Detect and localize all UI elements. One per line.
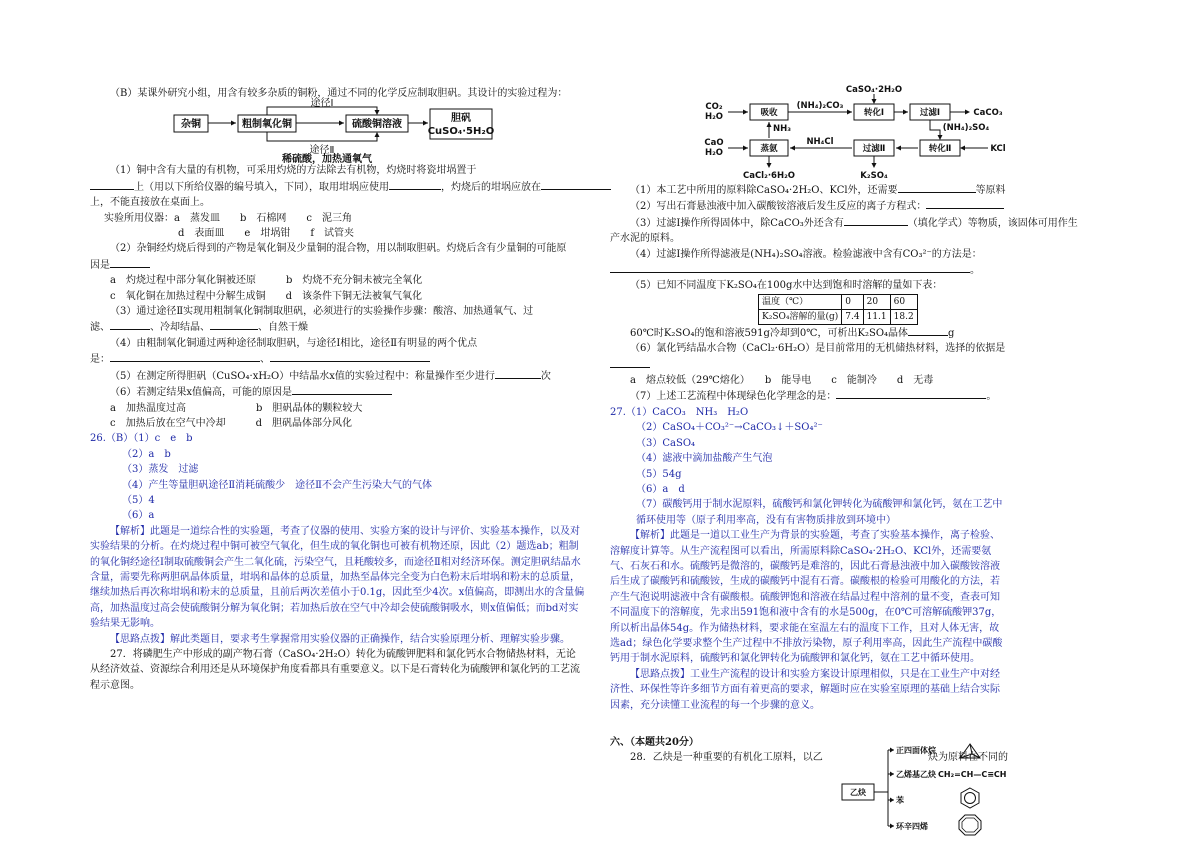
- q26-4-line2: 是： 、: [90, 351, 585, 367]
- copper-flow-diagram: [90, 98, 585, 166]
- q26-3-line1: （3）通过途径Ⅱ实现用粗制氧化铜制取胆矾，必须进行的实验操作步骤：酸溶、加热通氧气、过: [110, 306, 534, 318]
- q26-3-t1: 滤、: [90, 322, 110, 334]
- answer-block-26: [90, 431, 585, 523]
- analysis-26: 【解析】此题是一道综合性的实验题，考查了仪器的使用、实验方案的设计与评价、实验基本操作，以及对实验结果的分析。在灼烧过程中铜可被空气氧化，但生成的氧化铜也可被有机物还原，因此（2）题选ab；粗制的氧化铜经途径Ⅰ制取硫酸铜会产生二氧化硫，污染空气，且耗酸较多，而途径Ⅱ相对经济环保。测定胆矾结晶水含量，需要先称两胆矾晶体质量，坩埚和晶体的总质量，加热至晶体完全变为白色粉末后坩埚和粉末的总质量，继续加热后再次称坩埚和粉末的总质量，且前后两次差值小于0.1g，因此至少4次。x值偏高，即测出水的含量偏高，加热温度过高会使硫酸铜分解为氧化铜；若加热后放在空气中冷却会使硫酸铜吸水，则x值偏低；而bd对实验结果无影响。: [90, 525, 585, 630]
- answer-line: （6）a: [122, 510, 155, 522]
- flow-filter1: 过滤Ⅰ: [919, 108, 941, 118]
- answer-line: （5）54g: [636, 468, 682, 480]
- left-column: [90, 86, 585, 693]
- q26b-intro: （B）某课外研究小组，用含有较多杂质的铜粉，通过不同的化学反应制取胆矾。其设计的实验过程为：: [110, 88, 568, 99]
- q28-area: [610, 746, 1008, 840]
- answer-blank[interactable]: [541, 179, 611, 190]
- q27-4: （4）过滤Ⅰ操作所得滤液是(NH₄)₂SO₄溶液。检验滤液中含有CO₃²⁻的方法是：: [630, 248, 982, 260]
- answer-blank[interactable]: [90, 179, 134, 190]
- flow-filter2: 过滤Ⅱ: [862, 144, 886, 154]
- answer-blank[interactable]: [898, 182, 976, 193]
- table-cell: 18.2: [890, 309, 917, 324]
- q26-5: [90, 368, 585, 384]
- answer-line: （2）a b: [122, 448, 171, 460]
- q26-3-t3: 、自然干燥: [258, 322, 308, 334]
- table-cell: 0: [842, 294, 863, 309]
- answer-blank[interactable]: [836, 388, 986, 399]
- flow-label-vitriol: 胆矾: [451, 113, 471, 125]
- answer-block-27: [610, 405, 1006, 528]
- q26-6-option-cd: c 加热后放在空气中冷却 d 胆矾晶体部分风化: [110, 417, 353, 429]
- flow-caco3: CaCO₃: [973, 108, 1003, 118]
- flow-label-crude-copper: 杂铜: [181, 119, 201, 131]
- flow-cacl2: CaCl₂·6H₂O: [742, 171, 796, 181]
- q26-1-line3: 上，不能直接放在桌面上。: [90, 197, 210, 209]
- flow-top-gypsum: CaSO₄·2H₂O: [845, 85, 903, 95]
- table-cell: 60: [890, 294, 917, 309]
- answer-blank[interactable]: [210, 319, 258, 330]
- answer-blank[interactable]: [610, 357, 650, 368]
- flow-absorb: 吸收: [760, 108, 778, 118]
- flow-ammonium-sulfate: (NH₄)₂SO₄: [942, 123, 990, 133]
- answer-line: （7）碳酸钙用于制水泥原料，硫酸钙和氯化钾转化为硫酸钾和氯化钙，氨在工艺中循环使用等（原子利用率高，没有有害物质排放到环境中）: [636, 499, 1003, 526]
- q26-4-line1: （4）由粗制氧化铜通过两种途径制取胆矾，与途径Ⅰ相比，途径Ⅱ有明显的两个优点: [110, 337, 478, 349]
- flow-label-cuso4: 硫酸铜溶液: [352, 119, 402, 131]
- benzene-shape: [961, 788, 979, 808]
- table-cell: 7.4: [842, 309, 863, 324]
- table-cell: 温度（℃）: [759, 294, 842, 309]
- answer-line: （2）CaSO₄＋CO₃²⁻→CaCO₃↓＋SO₄²⁻: [636, 422, 823, 434]
- q27-6-blank-line: [610, 357, 1006, 373]
- table-cell: 11.1: [863, 309, 890, 324]
- q27-5b-text: 60℃时K₂SO₄的饱和溶液591g冷却到0℃，可析出K₂SO₄晶体: [630, 327, 909, 339]
- flow-steam: 蒸氨: [760, 144, 778, 154]
- answer-line: （5）4: [122, 494, 155, 506]
- answer-line: （6）a d: [636, 483, 685, 495]
- analysis-27: 【解析】此题是一道以工业生产为背景的实验题，考查了实验基本操作，离子检验、溶解度计算等。从生产流程图可以看出，所需原料除CaSO₄·2H₂O、KCl外，还需要氨气、石灰石和水。硫酸钙是微溶的，碳酸钙是难溶的，因此石膏悬浊液中加入碳酸铵溶液后生成了碳酸钙和硫酸铵，生成的碳酸钙中混有石膏。碳酸根的检验可用酸化的方法，若产生气泡说明滤液中含有碳酸根。硫酸钾饱和溶液在结晶过程中溶剂的量不变，查表可知不同温度下的溶解度，先求出591饱和液中含有的水是500g，在0℃可溶解硫酸钾37g，所以析出晶体54g。作为储热材料，要求能在室温左右的温度下工作，且对人体无害，故选ad；绿色化学要求整个生产过程中不排放污染物，原子利用率高，因此生产流程中碳酸钙用于制水泥原料，硫酸钙和氯化钾转化为硫酸钾和氯化钙，氨在工艺中循环使用。: [610, 530, 1003, 665]
- q26-2-option-cd: c 氧化铜在加热过程中分解生成铜 d 该条件下铜无法被氧气氧化: [110, 290, 423, 302]
- q26-5-text: （5）在测定所得胆矾（CuSO₄·xH₂O）中结晶水x值的实验过程中：称量操作至少进行: [110, 370, 495, 382]
- q27-3-end: （填化学式）等物质，该固体可用作生: [907, 217, 1078, 229]
- q26-1-line2-text2: ，灼烧后的坩埚应放在: [441, 181, 541, 193]
- flow-nh4cl: NH₄Cl: [806, 137, 834, 147]
- answer-line: （4）产生等量胆矾途径Ⅱ消耗硫酸少 途径Ⅱ不会产生污染大气的气体: [122, 479, 432, 491]
- q27-1: [610, 182, 1006, 198]
- q26-2-option-ab: a 灼烧过程中部分氧化铜被还原 b 灼烧不充分铜未被完全氧化: [110, 275, 423, 287]
- q26-2-line2: [90, 257, 585, 273]
- answer-line: （4）滤液中滴加盐酸产生气泡: [636, 453, 773, 465]
- q26-3-t2: 、冷却结晶、: [150, 322, 210, 334]
- q27-5b: [610, 325, 1006, 341]
- flow-caption: 稀硫酸，加热通氧气: [282, 154, 372, 166]
- q28-text-b: 炔为原料在不同的: [928, 752, 1008, 764]
- answer-line: （3）CaSO₄: [636, 437, 696, 449]
- instrument-list-2: d 表面皿 e 坩埚钳 f 试管夹: [178, 228, 355, 240]
- flow-label-vitriol-formula: CuSO₄·5H₂O: [427, 126, 495, 138]
- q27-1-end: 等原料: [975, 185, 1006, 196]
- answer-blank[interactable]: [389, 179, 441, 190]
- right-column: [610, 84, 1078, 840]
- answer-blank[interactable]: [495, 368, 541, 379]
- flow-h2o-2: H₂O: [704, 148, 724, 158]
- tip-26: 【思路点拨】解此类题目，要求考生掌握常用实验仪器的正确操作，结合实验原理分析、理解实验步骤。: [110, 633, 570, 645]
- answer-line: 27.（1）CaCO₃ NH₃ H₂O: [610, 406, 749, 418]
- q26-1-line1: （1）铜中含有大量的有机物，可采用灼烧的方法除去有机物，灼烧时将瓷坩埚置于: [110, 165, 477, 177]
- answer-blank[interactable]: [610, 262, 970, 273]
- vinylacetylene-formula: CH₂=CH—C≡CH: [938, 770, 1007, 780]
- answer-blank[interactable]: [844, 215, 908, 226]
- q27-3b: 产水泥的原料。: [610, 233, 680, 245]
- flow-path2: 途径Ⅱ: [309, 145, 335, 157]
- answer-blank[interactable]: [110, 319, 150, 330]
- benzene-label: 苯: [896, 796, 904, 806]
- q26-6: [90, 384, 585, 400]
- answer-blank[interactable]: [270, 351, 430, 362]
- q27-7-text: （7）上述工艺流程中体现绿色化学理念的是：: [630, 391, 837, 403]
- answer-line: 26.（B）（1）c e b: [90, 433, 193, 445]
- q27-7: （7）上述工艺流程中体现绿色化学理念的是： 。: [610, 388, 1006, 404]
- flow-label-crude-cuo: 粗制氧化铜: [242, 119, 292, 131]
- q26-2-line2-text: 因是: [90, 259, 110, 271]
- tetrahedrane-label: 正四面体烷: [896, 746, 936, 756]
- q26-3-line2: [90, 319, 585, 335]
- q27-5b-end: g: [948, 327, 955, 339]
- q27-4-blank-line: 。: [610, 262, 1006, 278]
- q27-5: （5）已知不同温度下K₂SO₄在100g水中达到饱和时溶解的量如下表：: [630, 280, 943, 292]
- q27-3: [610, 215, 1078, 231]
- acetylene-label: 乙炔: [850, 788, 866, 798]
- answer-blank[interactable]: [292, 384, 392, 395]
- q27-intro: 27．将磷肥生产中形成的副产物石膏（CaSO₄·2H₂O）转化为硫酸钾肥料和氯化钙水合物储热材料，无论从经济效益、资源综合利用还是从环境保护角度看都具有重要意义。以下是石膏转化为硫酸钾和氯化钙的工艺流程示意图。: [90, 649, 580, 691]
- flow-ammonium-carbonate: (NH₄)₂CO₃: [796, 101, 844, 111]
- q26-1-line2: [90, 179, 585, 195]
- flow-cao: CaO: [704, 138, 724, 148]
- q27-6: （6）氯化钙结晶水合物（CaCl₂·6H₂O）是目前常用的无机储热材料，选择的依据是: [630, 343, 1006, 355]
- q27-6-options: a 熔点较低（29℃熔化） b 能导电 c 能制冷 d 无毒: [630, 375, 934, 387]
- solubility-table: [758, 294, 918, 325]
- table-cell: 20: [863, 294, 890, 309]
- flow-k2so4: K₂SO₄: [860, 171, 888, 181]
- q27-2-text: （2）写出石膏悬浊液中加入碳酸铵溶液后发生反应的离子方程式：: [630, 201, 927, 213]
- table-row: [759, 309, 918, 324]
- q26-2-line1: （2）杂铜经灼烧后得到的产物是氧化铜及少量铜的混合物，用以制取胆矾。灼烧后含有少量铜的可能原: [110, 243, 567, 255]
- vinylacetylene-label: 乙烯基乙炔: [896, 770, 936, 780]
- instrument-list-1: 实验所用仪器：a 蒸发皿 b 石棉网 c 泥三角: [104, 212, 352, 224]
- flow-convert1: 转化Ⅰ: [863, 108, 885, 118]
- gypsum-flow-diagram: [698, 84, 1094, 182]
- flow-convert2: 转化Ⅱ: [928, 144, 952, 154]
- flow-co2: CO₂: [705, 102, 723, 112]
- q26-5-end: 次: [540, 370, 551, 382]
- answer-line: （3）蒸发 过滤: [122, 464, 199, 476]
- q27-3-text: （3）过滤Ⅰ操作所得固体中，除CaCO₃外还含有: [630, 217, 844, 229]
- table-row: [759, 294, 918, 309]
- acetylene-derivatives-diagram: [840, 742, 1007, 834]
- section-six-heading: 六、（本题共20分）: [610, 737, 699, 748]
- q27-1-text: （1）本工艺中所用的原料除CaSO₄·2H₂O、KCl外，还需要: [630, 185, 898, 196]
- q26-1-line2-text: 上（用以下所给仪器的编号填入，下同），取用坩埚应使用: [134, 181, 389, 193]
- q28-text-a: 28．乙炔是一种重要的有机化工原料，以乙: [630, 752, 823, 764]
- q26-6-text: （6）若测定结果x值偏高，可能的原因是: [110, 387, 293, 399]
- flow-path1: 途径Ⅰ: [310, 98, 334, 110]
- answer-blank[interactable]: [908, 325, 948, 336]
- q26-4-t1: 是：: [90, 354, 110, 366]
- q26-6-option-ab: a 加热温度过高 b 胆矾晶体的颗粒较大: [110, 402, 363, 414]
- answer-blank[interactable]: [926, 198, 1004, 209]
- flow-h2o: H₂O: [704, 112, 724, 122]
- answer-blank[interactable]: [110, 351, 260, 362]
- tip-27: 【思路点拨】工业生产流程的设计和实验方案设计原理相似，只是在工业生产中对经济性、环保性等许多细节方面有着更高的要求，解题时应在实验室原理的基础上结合实际因素，充分读懂工业流程的每一个步骤的意义。: [610, 668, 1000, 711]
- answer-blank[interactable]: [110, 257, 150, 268]
- cyclooctatetraene-label: 环辛四烯: [896, 822, 928, 832]
- q27-2: [610, 198, 1006, 214]
- flow-kcl: KCl: [990, 144, 1006, 154]
- flow-nh3: NH₃: [773, 124, 791, 134]
- table-cell: K₂SO₄溶解的量(g): [759, 309, 842, 324]
